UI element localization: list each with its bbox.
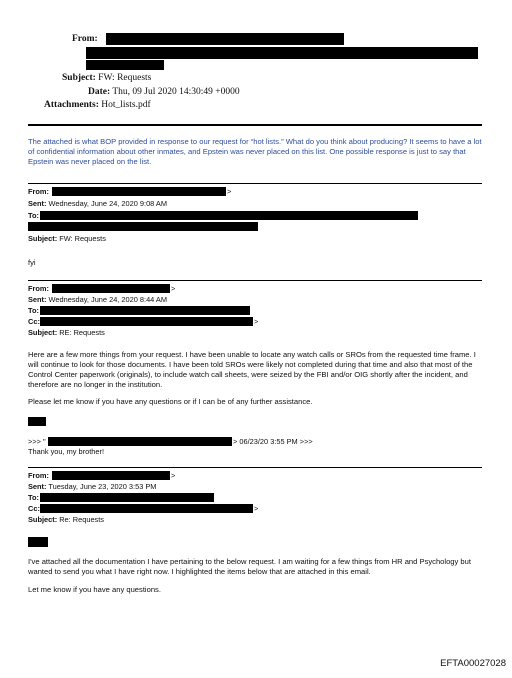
email1-body: fyi — [28, 258, 36, 267]
redaction-top-to-2 — [86, 60, 164, 70]
email2-paragraph1: Here are a few more things from your request. I have been unable to locate any watch calls or SROs from the requested time frame. I will continue to look for those documents. I have been told SROs were likely not completed during that time and also that most of the Control Center paperwork (originals), to include watch call sheets, were seized by the FBI and/or OIG shortly after the incident, and therefore are no longer in the institution. — [28, 350, 476, 389]
email2-divider — [28, 280, 482, 281]
redaction-top-from — [106, 33, 344, 45]
email2-from-suffix: > — [171, 284, 176, 293]
email2-sent-line: Sent: Wednesday, June 24, 2020 8:44 AM — [28, 295, 168, 304]
email3-divider — [28, 467, 482, 468]
top-note: The attached is what BOP provided in response to our request for “hot lists.” What do you think about producing? It seems to have a lot of confidential information about other inmates, and Epstein was never placed on this list. One possible response is just to say that Epstein was never placed on the list. — [28, 137, 482, 166]
email3-from-line: From: — [28, 471, 49, 480]
email3-subject-line: Subject: Re: Requests — [28, 515, 104, 524]
redaction-email3-to — [40, 493, 214, 502]
email2-cc-suffix: > — [254, 317, 259, 326]
email3-to-line: To: — [28, 493, 39, 502]
top-subject-line: Subject: FW: Requests — [62, 73, 152, 83]
email2-subject-line: Subject: RE: Requests — [28, 328, 105, 337]
email1-sent-line: Sent: Wednesday, June 24, 2020 9:08 AM — [28, 199, 168, 208]
email2-paragraph2: Please let me know if you have any questions or if I can be of any further assistance. — [28, 397, 313, 406]
redaction-email3-greeting — [28, 537, 48, 547]
redaction-email3-cc — [40, 504, 253, 513]
email3-cc-suffix: > — [254, 504, 259, 513]
redaction-email1-to-2 — [28, 222, 258, 231]
email1-subject-line: Subject: FW: Requests — [28, 234, 106, 243]
email2-from-line: From: — [28, 284, 49, 293]
email2-quote-prefix: >>> " — [28, 437, 46, 446]
email3-paragraph1: I've attached all the documentation I have pertaining to the below request. I am waiting for a few things from HR and Psychology but wanted to send you what I have right now. I highlighted the items below that are attached in this email. — [28, 557, 471, 576]
top-date-line: Date: Thu, 09 Jul 2020 14:30:49 +0000 — [88, 87, 240, 97]
email3-sent-line: Sent: Tuesday, June 23, 2020 3:53 PM — [28, 482, 157, 491]
redaction-email2-quote-sender — [48, 437, 232, 446]
email1-divider — [28, 183, 482, 184]
email2-quote-suffix: > 06/23/20 3:55 PM >>> — [233, 437, 313, 446]
header-divider — [28, 124, 482, 126]
email1-from-line: From: — [28, 187, 49, 196]
redaction-email2-signature — [28, 417, 46, 426]
redaction-email2-to — [40, 306, 250, 315]
email3-paragraph2: Let me know if you have any questions. — [28, 585, 161, 594]
email2-cc-line: Cc: — [28, 317, 40, 326]
email3-from-suffix: > — [171, 471, 176, 480]
redaction-top-to-1 — [86, 47, 478, 59]
email3-cc-line: Cc: — [28, 504, 40, 513]
email1-to-line: To: — [28, 211, 39, 220]
email2-to-line: To: — [28, 306, 39, 315]
redaction-email2-from — [52, 284, 170, 293]
redaction-email3-from — [52, 471, 170, 480]
email2-quote-text: Thank you, my brother! — [28, 447, 104, 456]
redaction-email1-from — [52, 187, 226, 196]
email1-from-suffix: > — [227, 187, 232, 196]
top-attachments-line: Attachments: Hot_lists.pdf — [44, 100, 151, 110]
top-from-label: From: — [72, 34, 98, 44]
redaction-email2-cc — [40, 317, 253, 326]
redaction-email1-to-1 — [40, 211, 418, 220]
bates-number: EFTA00027028 — [440, 658, 506, 669]
